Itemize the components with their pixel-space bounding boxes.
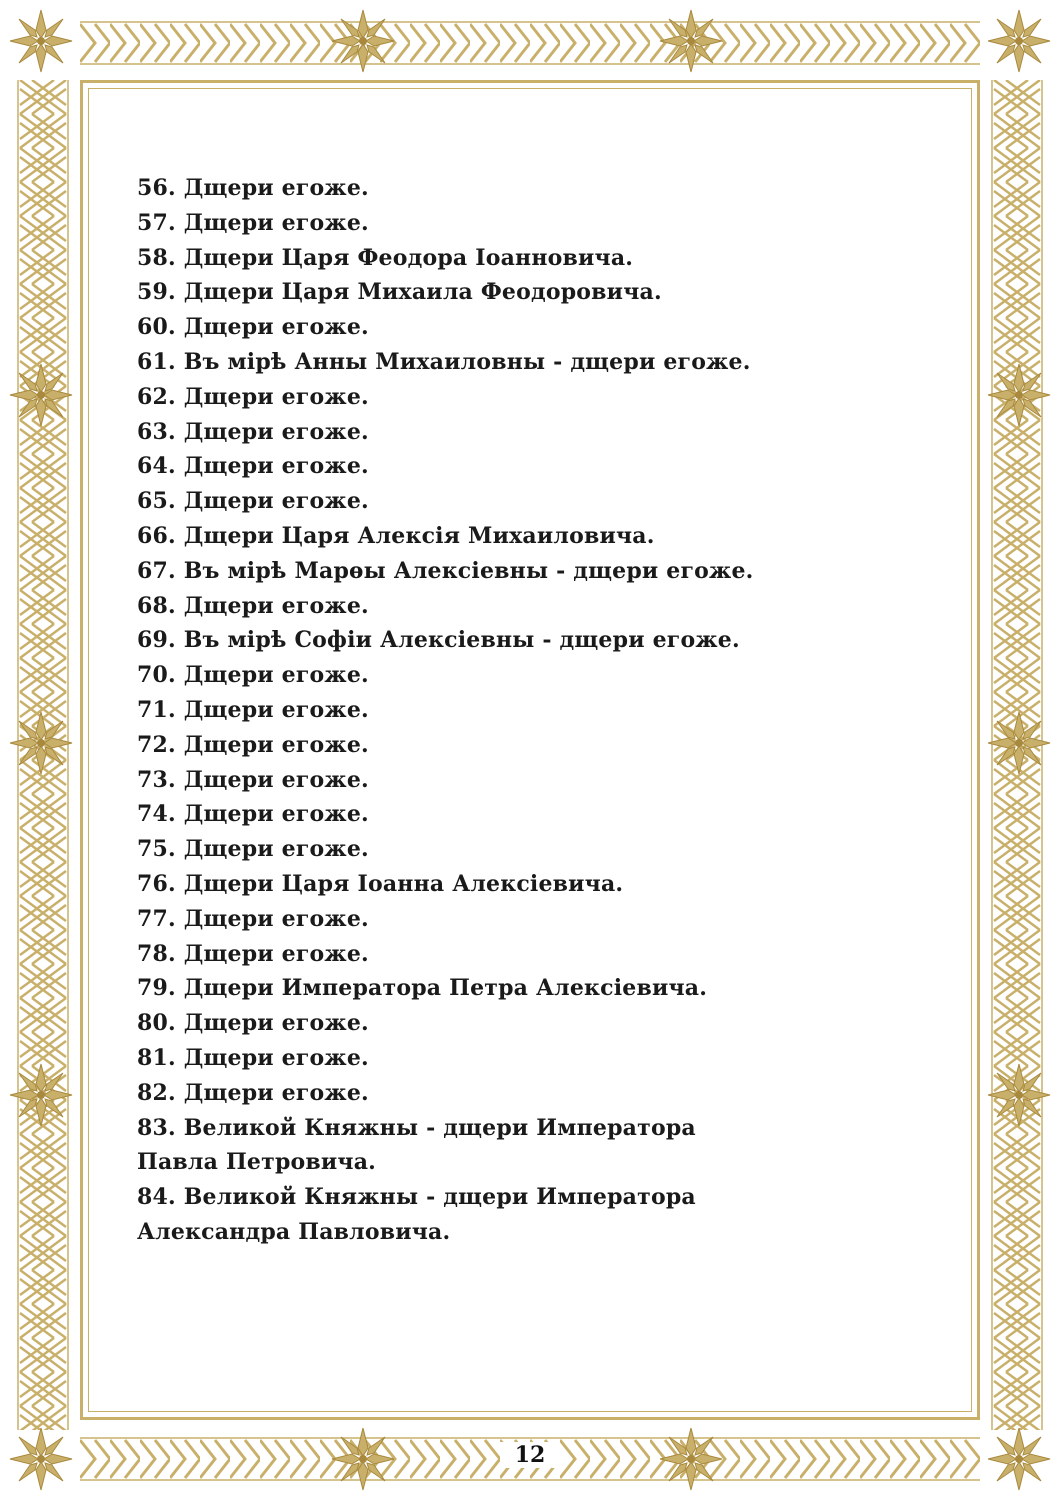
- entry-list: [137, 171, 937, 1250]
- list-item: 71. Дщери егоже.: [137, 696, 369, 723]
- list-item: 83. Великой Княжны - дщери Императора Павла Петровича.: [137, 1114, 696, 1176]
- list-item: 76. Дщери Царя Іоанна Алексіевича.: [137, 870, 624, 897]
- list-item: 84. Великой Княжны - дщери Императора Александра Павловича.: [137, 1184, 696, 1245]
- corner-star-icon: [8, 8, 74, 74]
- list-item: 75. Дщери егоже.: [137, 836, 369, 863]
- list-item: 61. Въ мірѣ Анны Михаиловны - дщери егоже.: [137, 348, 751, 375]
- star-icon: [8, 710, 74, 776]
- list-item: 69. Въ мірѣ Софіи Алексіевны - дщери егоже.: [137, 627, 740, 654]
- list-item: 77. Дщери егоже.: [137, 905, 369, 932]
- corner-star-icon: [8, 1426, 74, 1492]
- top-ornament-band: [80, 14, 980, 72]
- list-item: 81. Дщери егоже.: [137, 1044, 369, 1071]
- page-number: 12: [500, 1442, 560, 1468]
- list-item: 70. Дщери егоже.: [137, 662, 369, 689]
- list-item: 59. Дщери Царя Михаила Феодоровича.: [137, 279, 662, 306]
- list-item: 73. Дщери егоже.: [137, 766, 369, 793]
- list-item: 79. Дщери Императора Петра Алексіевича.: [137, 975, 708, 1002]
- list-item: 63. Дщери егоже.: [137, 418, 369, 445]
- list-item: 82. Дщери егоже.: [137, 1079, 369, 1106]
- list-item: 80. Дщери егоже.: [137, 1010, 369, 1037]
- list-item: 72. Дщери егоже.: [137, 731, 369, 758]
- corner-star-icon: [986, 1426, 1052, 1492]
- star-icon: [330, 8, 396, 74]
- star-icon: [986, 362, 1052, 428]
- list-item: 60. Дщери егоже.: [137, 314, 369, 341]
- list-item: 66. Дщери Царя Алексія Михаиловича.: [137, 522, 655, 549]
- list-item: 56. Дщери егоже.: [137, 175, 369, 201]
- star-icon: [658, 8, 724, 74]
- list-item: 67. Въ мірѣ Марѳы Алексіевны - дщери егоже.: [137, 557, 754, 584]
- star-icon: [986, 710, 1052, 776]
- list-item: 64. Дщери егоже.: [137, 453, 369, 480]
- corner-star-icon: [986, 8, 1052, 74]
- star-icon: [986, 1062, 1052, 1128]
- list-item: 74. Дщери егоже.: [137, 801, 369, 828]
- star-icon: [8, 1062, 74, 1128]
- list-item: 65. Дщери егоже.: [137, 488, 369, 515]
- list-item: 57. Дщери егоже.: [137, 209, 369, 236]
- list-item: 62. Дщери егоже.: [137, 383, 369, 410]
- list-item: 58. Дщери Царя Феодора Іоанновича.: [137, 244, 634, 271]
- star-icon: [658, 1426, 724, 1492]
- list-item: 68. Дщери егоже.: [137, 592, 369, 619]
- list-item: 78. Дщери егоже.: [137, 940, 369, 967]
- star-icon: [330, 1426, 396, 1492]
- star-icon: [8, 362, 74, 428]
